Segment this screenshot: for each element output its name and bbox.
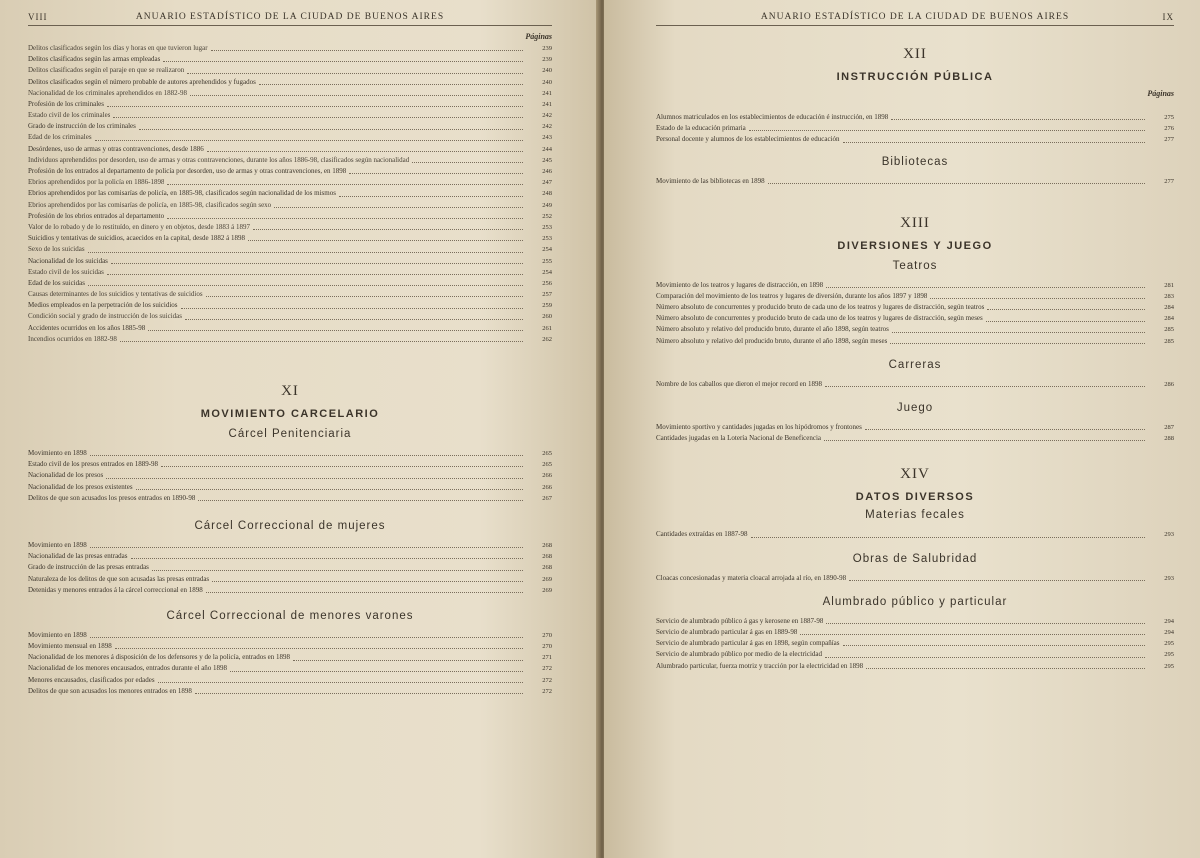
toc-entry-page: 262 [542, 335, 552, 343]
toc-entry-page: 240 [542, 78, 552, 86]
toc-entry-title: Servicio de alumbrado público á gas y kerosene en 1887-98 [656, 616, 824, 625]
toc-entry [28, 177, 552, 188]
toc-entry-page: 276 [1164, 125, 1174, 133]
toc-entry-page: 271 [542, 654, 552, 662]
group-heading: Carreras [888, 358, 942, 371]
toc-entry-title: Estado civil de los presos entrados en 1889-98 [28, 460, 159, 469]
dot-leader [866, 668, 1145, 669]
group-heading: Cárcel Penitenciaria [228, 428, 352, 441]
dot-leader [751, 537, 1145, 538]
toc-entry [656, 649, 1174, 660]
section-title: MOVIMIENTO CARCELARIO [200, 408, 380, 421]
toc-entry-page: 294 [1164, 628, 1174, 636]
toc-entry-page: 286 [1164, 380, 1174, 388]
page-number: VIII [28, 12, 48, 22]
toc-entry-page: 294 [1164, 617, 1174, 625]
dot-leader [339, 196, 523, 197]
toc-entry-title: Valor de lo robado y de lo restituído, en dinero y en objetos, desde 1883 á 1897 [28, 222, 251, 231]
toc-entry [28, 551, 552, 562]
toc-entry [28, 43, 552, 54]
dot-leader [107, 106, 523, 107]
toc-entry-page: 284 [1164, 304, 1174, 312]
toc-entry [28, 630, 552, 641]
running-head: ANUARIO ESTADÍSTICO DE LA CIUDAD DE BUENOS AIRES [760, 12, 1070, 22]
toc-entry-page: 265 [542, 461, 552, 469]
group-heading: Obras de Salubridad [852, 552, 978, 565]
toc-entry-page: 295 [1164, 640, 1174, 648]
dot-leader [195, 693, 523, 694]
toc-entry [28, 289, 552, 300]
toc-entry-title: Movimiento en 1898 [28, 449, 87, 458]
toc-entry [656, 422, 1174, 433]
dot-leader [111, 263, 523, 264]
toc-entry-title: Edad de los suicidas [28, 278, 85, 287]
toc-entry-page: 253 [542, 235, 552, 243]
toc-entry [28, 686, 552, 697]
toc-list [28, 630, 552, 697]
group-heading: Cárcel Correccional de mujeres [194, 520, 386, 532]
toc-entry [28, 88, 552, 99]
toc-entry-title: Estado civil de los suicidas [28, 267, 104, 276]
toc-entry-page: 268 [542, 553, 552, 561]
toc-entry [656, 280, 1174, 291]
dot-leader [825, 386, 1145, 387]
toc-entry-page: 252 [542, 212, 552, 220]
toc-list [28, 43, 552, 345]
dot-leader [211, 50, 523, 51]
running-head: ANUARIO ESTADÍSTICO DE LA CIUDAD DE BUENOS AIRES [135, 12, 445, 22]
toc-entry-page: 272 [542, 665, 552, 673]
toc-entry-title: Alumnos matriculados en los establecimientos de educación é instrucción, en 1898 [656, 112, 889, 121]
toc-entry [28, 244, 552, 255]
dot-leader [986, 321, 1145, 322]
toc-entry [656, 112, 1174, 123]
toc-entry-page: 246 [542, 168, 552, 176]
toc-entry-page: 295 [1164, 662, 1174, 670]
dot-leader [107, 274, 523, 275]
dot-leader [349, 173, 523, 174]
dot-leader [825, 657, 1145, 658]
toc-entry [28, 188, 552, 199]
toc-entry-page: 277 [1164, 136, 1174, 144]
dot-leader [253, 229, 523, 230]
dot-leader [187, 73, 523, 74]
toc-entry-title: Profesión de los criminales [28, 99, 105, 108]
toc-entry-title: Número absoluto de concurrentes y producido bruto de cada uno de los teatros y lugares de distracción, según meses [656, 314, 983, 323]
toc-entry-title: Número absoluto y relativo del producido bruto, durante el año 1898, según teatros [656, 325, 889, 334]
toc-entry [656, 638, 1174, 649]
toc-entry [656, 134, 1174, 145]
toc-entry-title: Profesión de los ebrios entrados al departamento [28, 211, 165, 220]
toc-entry-page: 240 [542, 67, 552, 75]
toc-entry [28, 256, 552, 267]
toc-entry-page: 249 [542, 201, 552, 209]
toc-entry-title: Nacionalidad de los menores encausados, entrados durante el año 1898 [28, 664, 228, 673]
toc-entry [28, 200, 552, 211]
dot-leader [90, 637, 523, 638]
toc-list [656, 280, 1174, 347]
group-heading: Bibliotecas [881, 155, 949, 168]
toc-entry-page: 293 [1164, 574, 1174, 582]
group-heading: Juego [896, 402, 934, 415]
toc-entry-title: Alumbrado particular, fuerza motriz y tracción por la electricidad en 1898 [656, 661, 864, 670]
toc-entry-page: 285 [1164, 326, 1174, 334]
dot-leader [198, 500, 523, 501]
dot-leader [90, 547, 523, 548]
toc-entry-page: 266 [542, 472, 552, 480]
toc-entry-title: Movimiento en 1898 [28, 630, 87, 639]
toc-entry-title: Ebrios aprehendidos por las comisarías de policía, en 1885-98, clasificados según nacionalidad de los mismos [28, 189, 336, 198]
column-label: Páginas [525, 32, 552, 41]
toc-entry-title: Nacionalidad de los menores á disposición de los defensores y de la policía, entrados en 1898 [28, 653, 291, 662]
toc-list [656, 573, 1174, 584]
toc-entry-title: Estado civil de los criminales [28, 111, 111, 120]
toc-entry [28, 540, 552, 551]
toc-entry-page: 244 [542, 145, 552, 153]
right-page [604, 0, 1200, 858]
dot-leader [115, 648, 523, 649]
dot-leader [139, 129, 523, 130]
toc-entry-title: Suicidios y tentativas de suicidios, acaecidos en la capital, desde 1882 á 1898 [28, 234, 245, 243]
dot-leader [230, 671, 523, 672]
group-heading: Alumbrado público y particular [822, 595, 1008, 608]
toc-entry [656, 176, 1174, 187]
toc-entry-title: Medios empleados en la perpetración de los suicidios [28, 301, 178, 310]
dot-leader [412, 162, 523, 163]
left-page-header [28, 12, 552, 26]
toc-entry-title: Nacionalidad de los presos [28, 471, 104, 480]
toc-entry [28, 641, 552, 652]
toc-entry-title: Nacionalidad de los suicidas [28, 256, 108, 265]
toc-list [656, 529, 1174, 540]
dot-leader [113, 117, 523, 118]
toc-entry [656, 336, 1174, 347]
toc-entry-title: Delitos clasificados según el número probable de autores aprehendidos y fugados [28, 77, 256, 86]
toc-entry-title: Movimiento sportivo y cantidades jugadas en los hipódromos y frontones [656, 423, 862, 432]
toc-entry-page: 270 [542, 643, 552, 651]
toc-entry-page: 293 [1164, 531, 1174, 539]
toc-entry-page: 239 [542, 44, 552, 52]
toc-entry [656, 433, 1174, 444]
toc-entry [28, 664, 552, 675]
toc-entry-title: Servicio de alumbrado particular á gas en 1889-98 [656, 627, 798, 636]
toc-entry [656, 529, 1174, 540]
dot-leader [248, 240, 523, 241]
section-numeral: XIV [900, 466, 930, 483]
dot-leader [768, 183, 1145, 184]
toc-entry [656, 573, 1174, 584]
toc-entry-title: Delitos de que son acusados los presos entrados en 1890-98 [28, 493, 196, 502]
toc-entry-title: Nacionalidad de los criminales aprehendidos en 1882-98 [28, 88, 188, 97]
toc-entry-title: Sexo de los suicidas [28, 245, 85, 254]
toc-entry [28, 77, 552, 88]
toc-entry-page: 242 [542, 123, 552, 131]
section-numeral: XII [903, 46, 927, 62]
dot-leader [167, 184, 523, 185]
toc-entry-title: Delitos clasificados según los días y horas en que tuvieron lugar [28, 43, 208, 52]
toc-entry-page: 272 [542, 687, 552, 695]
toc-entry-page: 254 [542, 246, 552, 254]
toc-entry-title: Desórdenes, uso de armas y otras contravenciones, desde 1886 [28, 144, 204, 153]
toc-entry-page: 243 [542, 134, 552, 142]
toc-entry [656, 379, 1174, 390]
dot-leader [749, 130, 1145, 131]
toc-entry-title: Grado de instrucción de los criminales [28, 122, 136, 131]
dot-leader [891, 119, 1145, 120]
dot-leader [800, 634, 1145, 635]
toc-entry-page: 266 [542, 483, 552, 491]
toc-entry [28, 493, 552, 504]
dot-leader [88, 252, 523, 253]
dot-leader [90, 455, 523, 456]
dot-leader [148, 330, 523, 331]
toc-list [656, 176, 1174, 187]
dot-leader [181, 308, 524, 309]
toc-entry [28, 323, 552, 334]
toc-entry-page: 268 [542, 541, 552, 549]
toc-entry-page: 242 [542, 112, 552, 120]
dot-leader [95, 140, 523, 141]
toc-entry-page: 265 [542, 450, 552, 458]
toc-entry-page: 283 [1164, 292, 1174, 300]
column-label: Páginas [1147, 89, 1174, 98]
toc-entry-title: Nacionalidad de las presas entradas [28, 552, 128, 561]
toc-entry [28, 312, 552, 323]
toc-list [656, 379, 1174, 390]
section-numeral: XI [281, 383, 299, 400]
toc-entry [28, 459, 552, 470]
toc-entry-title: Estado de la educación primaria [656, 124, 746, 133]
toc-entry-page: 239 [542, 56, 552, 64]
dot-leader [987, 309, 1145, 310]
toc-entry-title: Menores encausados, clasificados por edades [28, 675, 155, 684]
dot-leader [843, 645, 1146, 646]
toc-entry-page: 245 [542, 156, 552, 164]
toc-entry [28, 585, 552, 596]
toc-entry-title: Cantidades extraídas en 1887-98 [656, 530, 748, 539]
dot-leader [131, 558, 523, 559]
toc-entry-title: Cloacas concesionadas y materia cloacal arrojada al río, en 1890-98 [656, 573, 847, 582]
toc-entry [28, 211, 552, 222]
dot-leader [167, 218, 523, 219]
toc-entry-page: 267 [542, 494, 552, 502]
toc-entry-title: Detenidas y menores entrados á la cárcel correccional en 1898 [28, 585, 203, 594]
toc-entry-title: Personal docente y alumnos de los establecimientos de educación [656, 135, 840, 144]
toc-entry [656, 616, 1174, 627]
dot-leader [106, 478, 523, 479]
toc-entry-title: Causas determinantes de los suicidios y tentativas de suicidios [28, 290, 203, 299]
toc-entry-page: 269 [542, 575, 552, 583]
toc-entry-page: 288 [1164, 435, 1174, 443]
toc-entry [28, 278, 552, 289]
dot-leader [843, 142, 1145, 143]
group-heading: Materias fecales [865, 509, 965, 522]
group-heading: Teatros [892, 259, 938, 272]
group-heading: Cárcel Correccional de menores varones [166, 609, 414, 622]
toc-entry-page: 261 [542, 324, 552, 332]
toc-entry [656, 291, 1174, 302]
toc-entry-page: 260 [542, 313, 552, 321]
toc-entry-page: 277 [1164, 177, 1174, 185]
dot-leader [206, 592, 523, 593]
toc-entry-title: Comparación del movimiento de los teatros y lugares de diversión, durante los años 1897 y 1898 [656, 291, 928, 300]
dot-leader [120, 341, 523, 342]
toc-entry-page: 287 [1164, 424, 1174, 432]
toc-entry [28, 652, 552, 663]
toc-entry [28, 65, 552, 76]
toc-entry-title: Nacionalidad de los presos existentes [28, 482, 133, 491]
right-page-header [656, 12, 1174, 26]
dot-leader [824, 440, 1145, 441]
toc-entry-page: 272 [542, 676, 552, 684]
toc-entry [28, 222, 552, 233]
toc-entry-page: 241 [542, 100, 552, 108]
dot-leader [865, 429, 1145, 430]
toc-entry-page: 284 [1164, 315, 1174, 323]
toc-entry-title: Movimiento en 1898 [28, 540, 87, 549]
toc-entry-title: Delitos clasificados según las armas empleadas [28, 55, 161, 64]
toc-entry [28, 121, 552, 132]
dot-leader [158, 682, 523, 683]
dot-leader [88, 285, 523, 286]
toc-entry-title: Número absoluto y relativo del producido bruto, durante el año 1898, según meses [656, 336, 888, 345]
dot-leader [163, 61, 523, 62]
toc-entry-page: 248 [542, 190, 552, 198]
dot-leader [206, 296, 523, 297]
toc-entry-page: 241 [542, 89, 552, 97]
toc-entry-title: Individuos aprehendidos por desorden, uso de armas y otras contravenciones, durante los años 1886-98, clasificados según nacionalidad [28, 155, 410, 164]
toc-entry-page: 285 [1164, 337, 1174, 345]
toc-entry-title: Edad de los criminales [28, 133, 92, 142]
toc-entry [28, 233, 552, 244]
toc-entry-page: 255 [542, 257, 552, 265]
toc-entry [656, 661, 1174, 672]
toc-entry-title: Profesión de los entrados al departamento de policía por desorden, uso de armas y otras contravenciones, en 1898 [28, 167, 347, 176]
dot-leader [212, 581, 523, 582]
section-title: DATOS DIVERSOS [855, 491, 975, 504]
toc-entry-page: 295 [1164, 651, 1174, 659]
toc-entry-title: Movimiento de los teatros y lugares de distracción, en 1898 [656, 280, 824, 289]
toc-entry [28, 300, 552, 311]
toc-entry [28, 574, 552, 585]
toc-entry-page: 247 [542, 179, 552, 187]
toc-entry-title: Incendios ocurridos en 1882-98 [28, 334, 117, 343]
toc-entry-page: 269 [542, 586, 552, 594]
dot-leader [293, 660, 523, 661]
toc-entry [656, 325, 1174, 336]
toc-entry-title: Condición social y grado de instrucción de los suicidas [28, 312, 182, 321]
toc-entry-page: 254 [542, 268, 552, 276]
page-number: IX [1162, 12, 1174, 22]
toc-list [656, 422, 1174, 444]
toc-entry-title: Naturaleza de los delitos de que son acusadas las presas entradas [28, 574, 210, 583]
toc-entry-page: 275 [1164, 113, 1174, 121]
toc-list [28, 540, 552, 596]
toc-entry-page: 257 [542, 291, 552, 299]
toc-entry-title: Accidentes ocurridos en los años 1885-98 [28, 323, 146, 332]
dot-leader [136, 489, 523, 490]
toc-entry [28, 267, 552, 278]
dot-leader [930, 298, 1145, 299]
dot-leader [161, 466, 523, 467]
toc-entry-page: 268 [542, 564, 552, 572]
dot-leader [207, 151, 523, 152]
toc-entry [28, 155, 552, 166]
dot-leader [190, 95, 523, 96]
toc-entry [28, 675, 552, 686]
dot-leader [185, 319, 523, 320]
toc-entry [656, 627, 1174, 638]
dot-leader [890, 343, 1145, 344]
toc-entry [656, 302, 1174, 313]
toc-entry [28, 99, 552, 110]
toc-entry [28, 144, 552, 155]
dot-leader [152, 570, 523, 571]
toc-entry [656, 123, 1174, 134]
dot-leader [274, 207, 523, 208]
dot-leader [826, 287, 1145, 288]
toc-entry-page: 259 [542, 302, 552, 310]
dot-leader [849, 580, 1145, 581]
toc-list [28, 448, 552, 504]
toc-entry-title: Servicio de alumbrado particular á gas en 1898, según compañías [656, 639, 840, 648]
section-numeral: XIII [900, 214, 930, 231]
toc-entry-title: Servicio de alumbrado público por medio de la electricidad [656, 650, 822, 659]
dot-leader [826, 623, 1145, 624]
section-title: INSTRUCCIÓN PÚBLICA [836, 71, 994, 83]
dot-leader [892, 332, 1145, 333]
toc-entry [28, 54, 552, 65]
toc-entry-title: Cantidades jugadas en la Lotería Nacional de Beneficencia [656, 434, 822, 443]
toc-entry [28, 470, 552, 481]
toc-entry-page: 253 [542, 223, 552, 231]
toc-entry [28, 482, 552, 493]
toc-entry [28, 166, 552, 177]
toc-list [656, 112, 1174, 146]
toc-entry-page: 256 [542, 279, 552, 287]
toc-entry-title: Número absoluto de concurrentes y producido bruto de cada uno de los teatros y lugares de distracción, según teatros [656, 303, 985, 312]
toc-entry [28, 562, 552, 573]
toc-entry-title: Movimiento mensual en 1898 [28, 642, 112, 651]
toc-entry [28, 448, 552, 459]
dot-leader [259, 84, 523, 85]
toc-list [656, 616, 1174, 672]
toc-entry [28, 334, 552, 345]
toc-entry-title: Delitos clasificados según el paraje en que se realizaron [28, 66, 185, 75]
toc-entry-title: Ebrios aprehendidos por las comisarías de policía, en 1885-98, clasificados según sexo [28, 200, 272, 209]
toc-entry-title: Movimiento de las bibliotecas en 1898 [656, 176, 765, 185]
toc-entry-title: Delitos de que son acusados los menores entrados en 1898 [28, 686, 192, 695]
toc-entry [28, 133, 552, 144]
toc-entry-page: 270 [542, 631, 552, 639]
toc-entry [28, 110, 552, 121]
toc-entry-page: 281 [1164, 281, 1174, 289]
section-title: DIVERSIONES Y JUEGO [837, 239, 993, 252]
toc-entry-title: Ebrios aprehendidos por la policía en 1886-1898 [28, 178, 165, 187]
toc-entry-title: Nombre de los caballos que dieron el mejor record en 1898 [656, 379, 823, 388]
toc-entry-title: Grado de instrucción de las presas entradas [28, 563, 149, 572]
toc-entry [656, 313, 1174, 324]
